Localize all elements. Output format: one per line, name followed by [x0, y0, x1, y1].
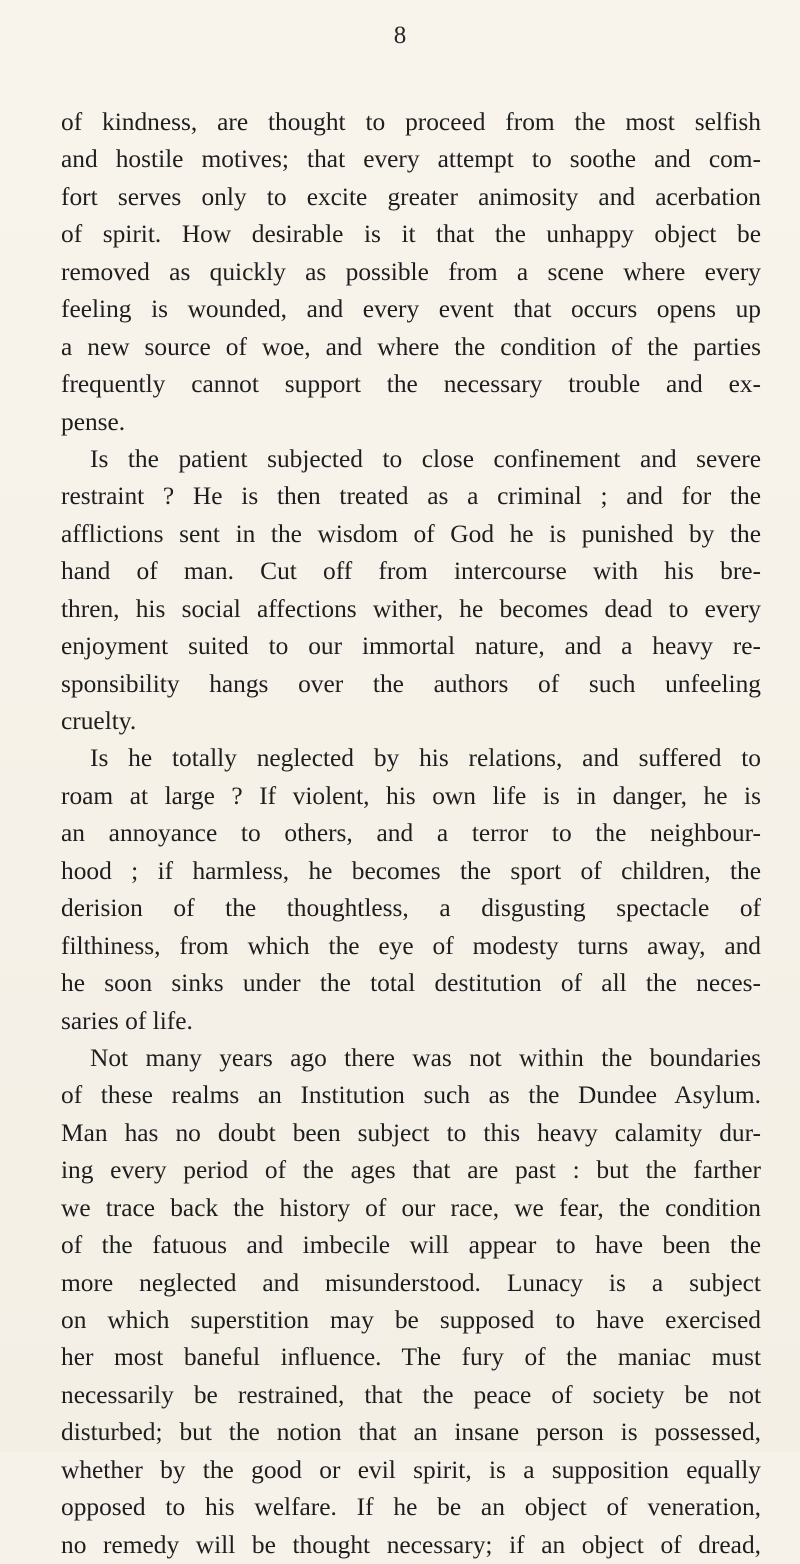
page-number: 8	[393, 22, 407, 49]
text-line: hand of man. Cut off from intercourse with his bre-	[61, 557, 761, 586]
text-line: fort serves only to excite greater animosity and acerbation	[61, 182, 761, 211]
text-line: opposed to his welfare. If he be an object of veneration,	[61, 1493, 761, 1522]
text-line: enjoyment suited to our immortal nature, and a heavy re-	[61, 632, 761, 661]
text-line: removed as quickly as possible from a scene where every	[61, 257, 761, 286]
text-line: necessarily be restrained, that the peace of society be not	[61, 1380, 761, 1409]
text-line: on which superstition may be supposed to have exercised	[61, 1306, 761, 1334]
text-line: of the fatuous and imbecile will appear to have been the	[61, 1231, 761, 1260]
text-line: hood ; if harmless, he becomes the sport of children, the	[61, 856, 761, 885]
text-line: feeling is wounded, and every event that occurs opens up	[61, 295, 761, 324]
text-line: we trace back the history of our race, we fear, the condition	[61, 1193, 761, 1222]
text-line: restraint ? He is then treated as a criminal ; and for the	[61, 482, 761, 511]
text-line: saries of life.	[61, 1006, 193, 1035]
text-line: ing every period of the ages that are past : but the farther	[61, 1156, 761, 1185]
text-line: whether by the good or evil spirit, is a supposition equally	[61, 1455, 761, 1484]
text-line: roam at large ? If violent, his own life is in danger, he is	[61, 781, 761, 810]
text-line: cruelty.	[61, 707, 137, 735]
text-line: an annoyance to others, and a terror to the neighbour-	[61, 819, 761, 848]
text-line: of spirit. How desirable is it that the unhappy object be	[61, 220, 761, 249]
text-line: he soon sinks under the total destitution of all the neces-	[61, 969, 761, 998]
text-line: frequently cannot support the necessary trouble and ex-	[61, 370, 761, 399]
text-line: more neglected and misunderstood. Lunacy is a subject	[61, 1268, 761, 1297]
text-line: her most baneful influence. The fury of the maniac must	[61, 1343, 761, 1372]
text-line: a new source of woe, and where the condition of the parties	[61, 332, 761, 361]
text-line: of kindness, are thought to proceed from the most selfish	[61, 108, 761, 136]
text-line: filthiness, from which the eye of modesty turns away, and	[61, 931, 761, 960]
text-line: Is the patient subjected to close confinement and severe	[90, 444, 761, 473]
text-line: no remedy will be thought necessary; if an object of dread,	[61, 1530, 761, 1559]
text-line: pense.	[61, 407, 126, 436]
text-line: derision of the thoughtless, a disgusting spectacle of	[61, 894, 761, 923]
text-line: thren, his social affections wither, he becomes dead to every	[61, 594, 761, 623]
text-line: Not many years ago there was not within the boundaries	[90, 1043, 761, 1072]
body-text	[61, 104, 761, 1564]
text-line: of these realms an Institution such as the Dundee Asylum.	[61, 1081, 761, 1110]
text-line: disturbed; but the notion that an insane person is possessed,	[61, 1418, 761, 1447]
text-line: afflictions sent in the wisdom of God he is punished by the	[61, 519, 761, 548]
text-line: and hostile motives; that every attempt to soothe and com-	[61, 145, 761, 174]
text-line: Is he totally neglected by his relations, and suffered to	[90, 744, 761, 773]
text-line: Man has no doubt been subject to this heavy calamity dur-	[61, 1118, 761, 1147]
text-line: sponsibility hangs over the authors of such unfeeling	[61, 669, 761, 698]
